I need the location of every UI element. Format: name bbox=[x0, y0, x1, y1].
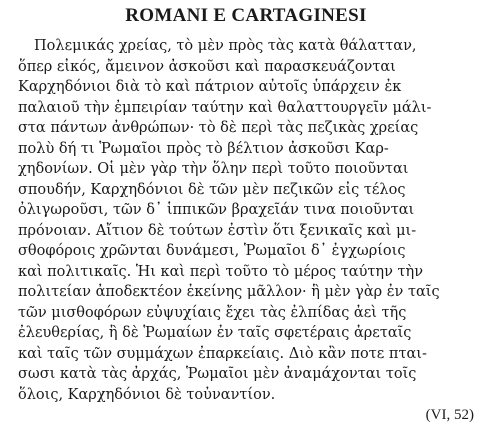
text-line-3: Καρχηδόνιοι διὰ τὸ καὶ πάτριον αὐτοῖς ὑπάρχειν ἐκ bbox=[18, 79, 402, 95]
text-line-5: στα πάντων ἀνθρώπων· τὸ δὲ περὶ τὰς πεζικὰς χρείας bbox=[18, 120, 419, 136]
document-title: ROMANI E CARTAGINESI bbox=[125, 5, 367, 26]
text-line-2: ὅπερ εἰκός, ἄμεινον ἀσκοῦσι καὶ παρασκευάζονται bbox=[18, 58, 396, 75]
text-line-16: καὶ ταῖς τῶν συμμάχων ἐπαρκείαις. Διὸ κἂν ποτε πται- bbox=[18, 345, 427, 362]
text-line-11: σθοφόροις χρῶνται δυνάμεσι, Ῥωμαῖοι δ᾽ ἐγχωρίοις bbox=[18, 243, 406, 259]
text-line-10: πρόνοιαν. Αἴτιον δὲ τούτων ἐστὶν ὅτι ξενικαῖς καὶ μι- bbox=[18, 222, 417, 239]
text-line-6: πολὺ δή τι Ῥωμαῖοι πρὸς τὸ βέλτιον ἀσκοῦσι Καρ- bbox=[18, 140, 389, 157]
text-line-17: σωσι κατὰ τὰς ἀρχάς, Ῥωμαῖοι μὲν ἀναμάχονται τοῖς bbox=[18, 366, 417, 382]
text-line-18: ὅλοις, Καρχηδόνιοι δὲ τοὐναντίον. bbox=[18, 386, 276, 403]
text-line-8: σπουδήν, Καρχηδόνιοι δὲ τῶν μὲν πεζικῶν εἰς τέλος bbox=[18, 181, 406, 198]
text-line-7: χηδονίων. Οἱ μὲν γὰρ τὴν ὅλην περὶ τοῦτο ποιοῦνται bbox=[18, 161, 409, 177]
text-line-9: ὀλιγωροῦσι, τῶν δ᾽ ἱππικῶν βραχεῖάν τινα ποιοῦνται bbox=[18, 202, 415, 218]
text-line-12: καὶ πολιτικαῖς. Ἡι καὶ περὶ τοῦτο τὸ μέρος ταύτην τὴν bbox=[18, 263, 424, 280]
text-line-14: τῶν μισθοφόρων εὐψυχίαις ἔχει τὰς ἐλπίδας ἀεὶ τῆς bbox=[18, 304, 407, 321]
greek-passage bbox=[18, 36, 484, 405]
text-line-1: Πολεμικάς χρείας, τὸ μὲν πρὸς τὰς κατὰ θάλατταν, bbox=[34, 38, 417, 54]
source-reference: (VI, 52) bbox=[425, 407, 474, 423]
text-line-15: ἐλευθερίας, ἣ δὲ Ῥωμαίων ἐν ταῖς σφετέραις ἀρεταῖς bbox=[18, 325, 412, 341]
text-line-13: πολιτείαν ἀποδεκτέον ἐκείνης μᾶλλον· ἣ μὲν γὰρ ἐν ταῖς bbox=[18, 284, 440, 300]
text-line-4: παλαιοῦ τὴν ἐμπειρίαν ταύτην καὶ θαλαττουργεῖν μάλι- bbox=[18, 99, 432, 116]
